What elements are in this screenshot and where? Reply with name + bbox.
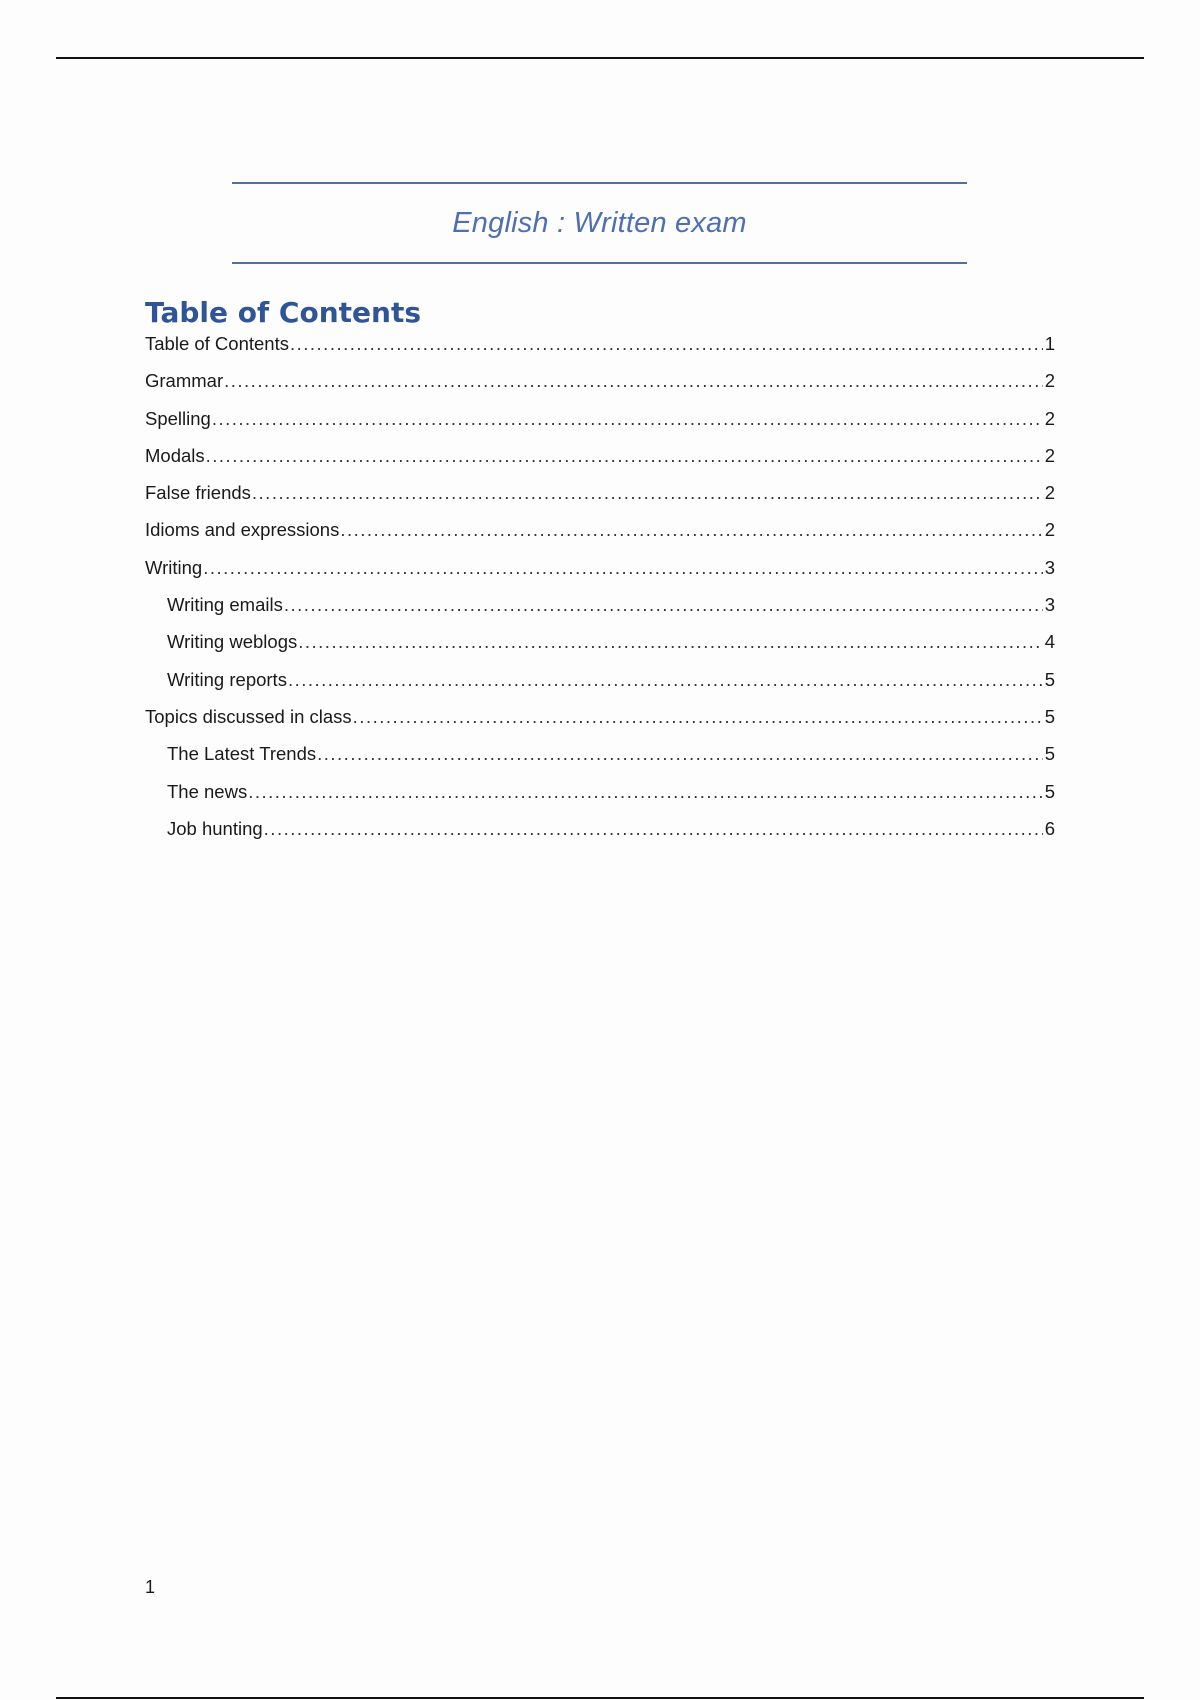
toc-entry-page: 2 <box>1044 444 1055 466</box>
toc-entry[interactable] <box>145 482 1055 519</box>
toc-entry[interactable] <box>145 445 1055 482</box>
toc-entry-page: 3 <box>1044 556 1055 578</box>
toc-entry-label: Writing emails <box>167 594 283 616</box>
toc-dot-leader <box>298 631 1042 653</box>
toc-entry-label: Grammar <box>145 370 224 392</box>
toc-heading: Table of Contents <box>145 296 422 329</box>
toc-dot-leader <box>317 743 1043 765</box>
toc-entry[interactable] <box>145 333 1055 370</box>
toc-subentry[interactable] <box>145 594 1055 631</box>
toc-dot-leader <box>284 594 1043 616</box>
page-top-rule <box>56 57 1144 59</box>
toc-dot-leader <box>224 370 1043 392</box>
toc-entry[interactable] <box>145 519 1055 556</box>
toc-dot-leader <box>288 669 1043 691</box>
toc-entry[interactable] <box>145 408 1055 445</box>
toc-entry-label: False friends <box>145 482 251 504</box>
document-title: English : Written exam <box>452 206 747 239</box>
toc-dot-leader <box>206 445 1043 467</box>
toc-entry-page: 4 <box>1044 631 1055 653</box>
toc-dot-leader <box>248 781 1042 803</box>
table-of-contents <box>145 333 1055 855</box>
toc-subentry[interactable] <box>145 743 1055 780</box>
toc-dot-leader <box>252 482 1043 504</box>
toc-entry-page: 5 <box>1044 743 1055 765</box>
toc-entry-label: Writing weblogs <box>167 631 298 653</box>
toc-entry-label: Writing <box>145 556 203 578</box>
toc-subentry[interactable] <box>145 818 1055 855</box>
toc-dot-leader <box>340 519 1042 541</box>
toc-entry[interactable] <box>145 370 1055 407</box>
toc-dot-leader <box>290 333 1043 355</box>
toc-entry-label: The Latest Trends <box>167 743 317 765</box>
toc-entry-page: 5 <box>1044 705 1055 727</box>
toc-dot-leader <box>264 818 1043 840</box>
toc-entry-label: The news <box>167 780 248 802</box>
toc-entry-page: 2 <box>1044 407 1055 429</box>
toc-entry-page: 5 <box>1044 780 1055 802</box>
toc-entry-label: Spelling <box>145 407 211 429</box>
toc-entry-page: 1 <box>1044 333 1055 354</box>
toc-dot-leader <box>353 706 1043 728</box>
toc-dot-leader <box>203 557 1042 579</box>
toc-subentry[interactable] <box>145 631 1055 668</box>
toc-entry-page: 5 <box>1044 668 1055 690</box>
toc-subentry[interactable] <box>145 669 1055 706</box>
toc-entry-page: 6 <box>1044 817 1055 839</box>
toc-entry-label: Idioms and expressions <box>145 519 340 541</box>
toc-entry-page: 3 <box>1044 594 1055 616</box>
toc-entry-page: 2 <box>1044 482 1055 504</box>
document-title-block <box>232 182 967 264</box>
toc-entry-label: Topics discussed in class <box>145 705 352 727</box>
toc-dot-leader <box>212 408 1043 430</box>
toc-subentry[interactable] <box>145 781 1055 818</box>
toc-entry-label: Table of Contents <box>145 333 289 354</box>
toc-entry-page: 2 <box>1044 519 1055 541</box>
toc-entry[interactable] <box>145 557 1055 594</box>
toc-entry-label: Modals <box>145 444 205 466</box>
page-number: 1 <box>145 1577 156 1597</box>
toc-entry-label: Job hunting <box>167 817 263 839</box>
page-bottom-rule <box>56 1697 1144 1699</box>
toc-entry-page: 2 <box>1044 370 1055 392</box>
toc-entry[interactable] <box>145 706 1055 743</box>
toc-entry-label: Writing reports <box>167 668 287 690</box>
